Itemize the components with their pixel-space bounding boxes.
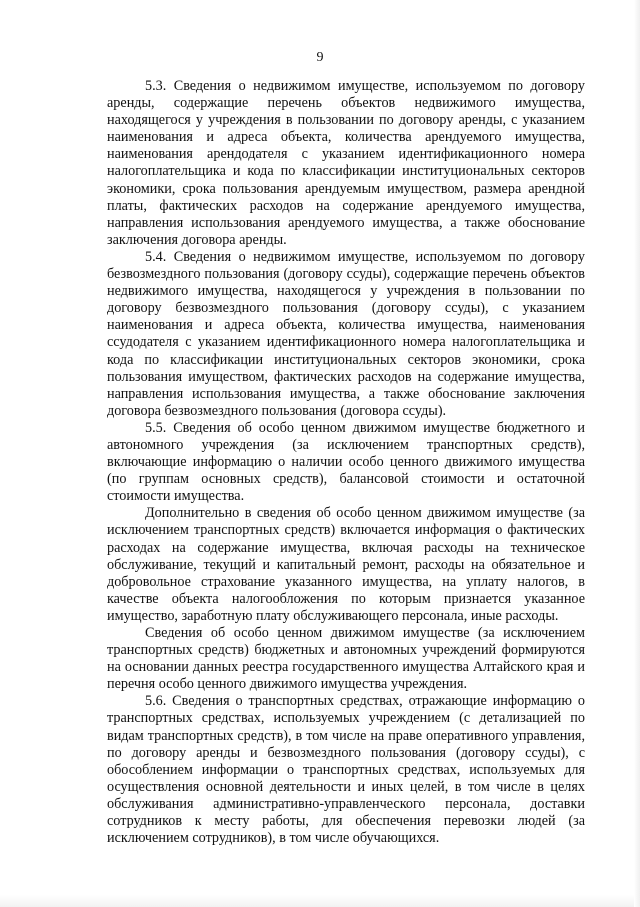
page-number: 9 — [316, 50, 324, 65]
paragraph-5-6: 5.6. Сведения о транспортных средствах, отражающие информацию о транспортных средствах, используемых учреждением (с детализацией по видам транспортных средств), в том числе на праве оперативного управления, по договору аренды и безвозмездного пользования (договору ссуды), с обособлением информации о транспортных средствах, используемых для осуществления основной деятельности и иных целей, в том числе в целях обслуживания административно-управленческого персонала, доставки сотрудников к месту работы, для обеспечения перевозки людей (за исключением сотрудников), в том числе обучающихся. — [107, 693, 585, 847]
paragraph-5-5: 5.5. Сведения об особо ценном движимом имуществе бюджетного и автономного учреждения (за исключением транспортных средств), включающие информацию о наличии особо ценного движимого имущества (по группам основных средств), балансовой стоимости и остаточной стоимости имущества. — [107, 419, 585, 505]
document-body — [107, 78, 585, 847]
paragraph-5-4: 5.4. Сведения о недвижимом имуществе, используемом по договору безвозмездного пользования (договору ссуды), содержащие перечень объектов недвижимого имущества, находящегося у учреждения в пользовании по договору безвозмездного пользования (договору ссуды), с указанием наименования и адреса объекта, количества имущества, наименования ссудодателя с указанием идентификационного номера налогоплательщика и кода по классификации институциональных секторов экономики, срока пользования имуществом, фактических расходов на содержание имущества, направления использования имущества, а также обоснование заключения договора безвозмездного пользования (договора ссуды). — [107, 248, 585, 419]
scan-bottom-edge — [0, 895, 640, 907]
paragraph-registry-info: Сведения об особо ценном движимом имуществе (за исключением транспортных средств) бюджетных и автономных учреждений формируются на основании данных реестра государственного имущества Алтайского края и перечня особо ценного движимого имущества учреждения. — [107, 625, 585, 693]
paragraph-5-3: 5.3. Сведения о недвижимом имуществе, используемом по договору аренды, содержащие перечень объектов недвижимого имущества, находящегося у учреждения в пользовании по договору аренды, с указанием наименования и адреса объекта, количества арендуемого имущества, наименования арендодателя с указанием идентификационного номера налогоплательщика и кода по классификации институциональных секторов экономики, срока пользования арендуемым имуществом, размера арендной платы, фактических расходов на содержание арендуемого имущества, направления использования арендуемого имущества, а также обоснование заключения договора аренды. — [107, 78, 585, 248]
scan-right-edge — [634, 0, 640, 907]
paragraph-additional-info: Дополнительно в сведения об особо ценном движимом имуществе (за исключением транспортных средств) включается информация о фактических расходах на содержание имущества, включая расходы на техническое обслуживание, текущий и капитальный ремонт, расходы на обязательное и добровольное страхование указанного имущества, на уплату налогов, в качестве объекта налогообложения по которым признается указанное имущество, заработную плату обслуживающего персонала, иные расходы. — [107, 505, 585, 624]
